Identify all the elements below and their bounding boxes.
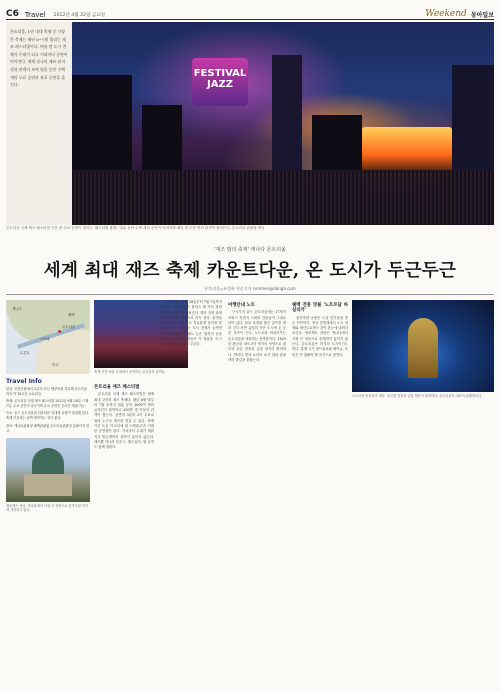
info-item: 축제: 몬트리올 국제 재즈 페스티벌 2012년 6월 28일∼7월 7일. 무료 공연이 다수이며 유료 공연은 온라인 예매 가능. xyxy=(6,399,89,409)
map-label: 몬트리올 xyxy=(62,325,76,329)
hero-intro-text: 몬트리올, 1년 내내 축제 중 가장 큰 축제는 매년 6~7월 열리는 재즈 페스티벌이다. 여름 밤 도시 전체가 무대가 되고 거리마다 공연이 이어진다. 세계 각국의 재즈 뮤지션과 관객이 모여 열흘 동안 수백 개의 무료 공연과 유료 공연을 즐긴다. xyxy=(10,29,68,88)
travel-info-sidebar xyxy=(6,300,90,683)
map-marker-icon xyxy=(58,330,61,333)
article-column-4 xyxy=(292,300,348,358)
info-item: 숙소: 올드 몬트리올과 다운타운 일대에 호텔이 밀집해 있다. 축제 기간에는 일찍 예약하는 것이 좋다. xyxy=(6,411,90,421)
article-deck xyxy=(0,246,500,292)
paper-logo: 동아일보 xyxy=(470,12,494,19)
body-text: 올해 축제는 6월 28일부터 7월 7일까지 열린다. 개막 공연은 플라스 데 자르 광장의 야외무대에서 펼쳐진다. 해가 지면 광장은 수만 명의 관객으로 가득 찬다. 관객들은 맥주 한 잔을 들고 자유롭게 음악을 즐긴다. 축제 기간에는 도시 전체가 들썩인다. 레스토랑과 카페도 늦은 밤까지 문을 연다. 몬트리올 시민들은 이 열흘을 '도시의 여름 생일'이라고 부른다. xyxy=(160,300,222,347)
dome-shape xyxy=(32,448,64,476)
festival-sign: FESTIVAL JAZZ xyxy=(192,58,248,106)
kicker: '재즈 밤의 축제' 캐나다 몬트리올 xyxy=(214,247,286,253)
basilica-caption-wrap xyxy=(352,394,494,398)
map-label: 캐나다 xyxy=(12,307,22,311)
oratory-photo xyxy=(6,438,90,502)
article-column-2 xyxy=(160,300,222,348)
section-name: Travel xyxy=(24,11,46,19)
info-list xyxy=(6,387,90,434)
map-label: 토론토 xyxy=(20,351,30,355)
hero-intro xyxy=(6,22,72,225)
church-body xyxy=(24,474,72,496)
body-text: 몽루아얄 공원은 도심 한가운데 솟은 언덕이다. 정상 전망대에서 도시 전체와 세인트로렌스 강이 한눈에 내려다보인다. 생조제프 성당은 캐나다에서 가장 큰 성당으로 순례객이 끊이지 않는다. 몬트리올은 미식의 도시이기도 하다. 훈제 고기 샌드위치와 베이글, 푸틴은 꼭 맛봐야 할 음식으로 꼽힌다. xyxy=(292,315,348,357)
info-item: 정보: 캐나다관광청 퀘벡관광청 몬트리올관광청 홈페이지 참고. xyxy=(6,423,90,433)
oratory-caption: 생조제프 성당. 캐나다에서 가장 큰 성당으로 몽루아얄 언덕에 자리하고 있다. xyxy=(6,503,89,513)
crowd xyxy=(72,170,494,225)
info-title: Travel Info xyxy=(6,378,42,385)
basilica-photo xyxy=(352,300,494,392)
map-label: 퀘벡 xyxy=(68,313,75,317)
basilica-caption: 노트르담 바실리카 내부. 푸른빛 천장과 금빛 제단이 화려하다. 몬트리올의 대표적 관광명소다. xyxy=(352,394,483,398)
masthead xyxy=(425,9,494,19)
hero-caption: 몬트리올 국제 재즈 페스티벌 기간 중 무료 공연이 열리는 '페스티벌 광장'. 열흘 동안 수백 개의 공연이 이어지며 매일 밤 수만 명의 관객이 몰려든다. 몬트리올 관광청 제공 xyxy=(6,226,265,230)
subhead: 몬트리올 재즈 페스티벌 xyxy=(94,385,140,390)
issue-date: 2012년 4월 22일 금요일 xyxy=(53,13,106,18)
body-text: 구시가지 올드 몬트리올에는 17세기 프랑스 식민지 시대의 건물들이 그대로 남아 있다. 돌로 포장된 좁은 골목을 따라 걷다 보면 유럽의 작은 도시에 온 듯한 착각이 든다. 노트르담 바실리카는 몬트리올을 대표하는 건축물이다. 1829년 완공된 네오고딕 양식의 성당으로 내부의 푸른 천장과 금빛 장식이 화려하다. 밤마다 빛과 소리의 쇼가 열려 관광객의 발길을 붙잡는다. xyxy=(228,310,286,362)
hero-section xyxy=(6,22,494,225)
location-map xyxy=(6,300,90,374)
divider xyxy=(6,294,494,295)
map-label: 오타와 xyxy=(40,337,50,341)
page-header xyxy=(6,6,494,20)
subhead: 여행안내 노트 xyxy=(228,303,255,308)
page-number: C6 xyxy=(6,9,19,19)
concert-stage xyxy=(362,127,452,173)
subhead: 퀘벡 전통 맛볼 '노트르담 바실리카' xyxy=(292,303,348,314)
altar-shape xyxy=(408,318,438,378)
map-label: 미국 xyxy=(52,363,59,367)
concert-caption: 축제 기간 야외 무대에서 공연하는 뮤지션과 관객들. xyxy=(94,370,166,374)
festival-night-photo xyxy=(72,22,494,225)
headline: 세계 최대 재즈 축제 카운트다운, 온 도시가 두근두근 xyxy=(43,261,457,281)
byline: 몬트리올=조성하 전문기자 summer@donga.com xyxy=(204,286,296,291)
info-item: 항공: 인천공항에서 토론토 또는 밴쿠버를 경유해 몬트리올까지 약 16시간 소요된다. xyxy=(6,387,88,397)
weekend-logo: Weekend xyxy=(425,9,467,19)
body-text: 몬트리올 국제 재즈 페스티벌은 세계 최대 규모의 재즈 축제다. 매년 6월 말부터 7월 초까지 열흘 동안 3000여 명의 뮤지션이 참여하고 200만 명 이상의 관객이 찾는다. 공연의 3분의 2가 무료로 열려 누구나 재즈를 즐길 수 있다. 축제 기간 도심 '카르티에 데 스펙타클'은 거대한 공연장이 된다. 거리마다 무대가 세워지고 밤늦게까지 음악이 끊이지 않는다. 재즈뿐 아니라 블루스, 월드뮤직, 팝 공연도 함께 열린다. xyxy=(94,392,154,450)
article-column-1 xyxy=(94,382,154,451)
article-column-3 xyxy=(228,300,286,363)
